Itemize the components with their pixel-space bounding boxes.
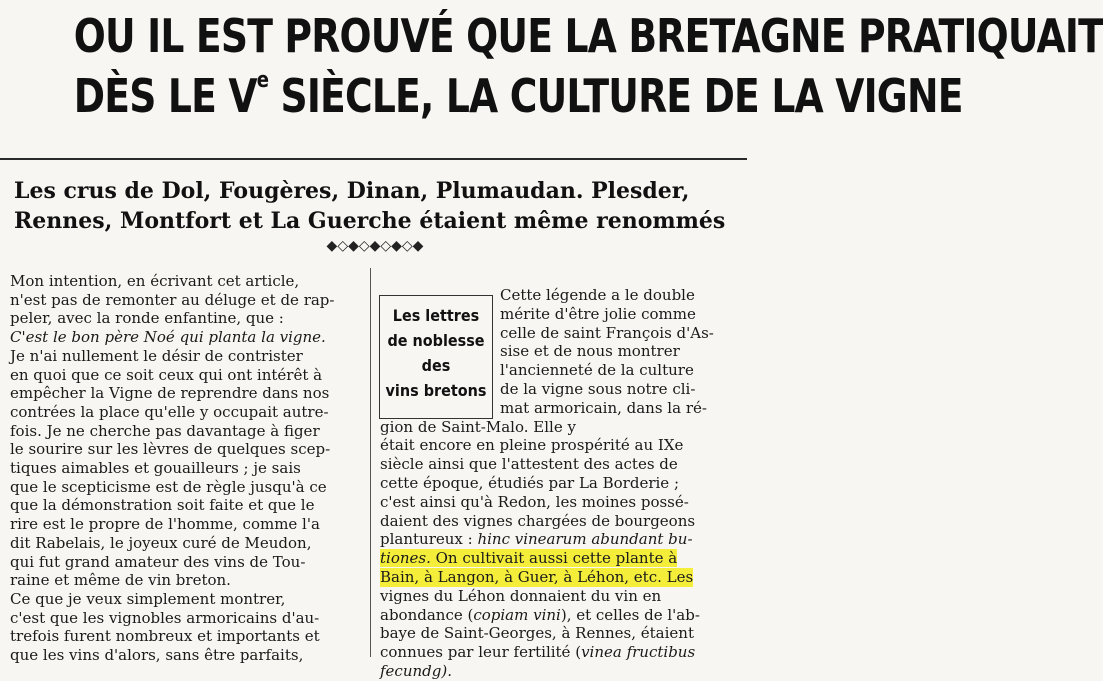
article-line: Ce que je veux simplement montrer, [10,589,286,608]
article-line: empêcher la Vigne de reprendre dans nos [10,384,330,403]
article-line: sise et de nous montrer [500,342,680,361]
boxed-title-line: de noblesse [387,331,485,350]
article-line: C'est le bon père Noé qui planta la vigne. [10,328,326,347]
article-line: peler, avec la ronde enfantine, que : [10,309,284,328]
article-line: Mon intention, en écrivant cet article, [10,272,300,290]
article-line: Je n'ai nullement le désir de contrister [10,346,303,365]
article-line: de la vigne sous notre cli- [500,379,696,398]
headline [73,6,1103,126]
article-line: gion de Saint-Malo. Elle y [380,417,576,436]
article-line: rire est le propre de l'homme, comme l'a [10,515,320,534]
article-line: le sourire sur les lèvres de quelques scep- [10,440,331,459]
divider-rule [0,158,747,160]
article-line: qui fut grand amateur des vins de Tou- [10,552,306,571]
article-line-highlighted: tiones. On cultivait aussi cette plante à [380,549,678,568]
article-line: l'ancienneté de la culture [500,361,694,380]
headline-line-2: DÈS LE Ve SIÈCLE, LA CULTURE DE LA VIGNE [73,68,963,123]
subheadline-line-2: Rennes, Montfort et La Guerche étaient même renommés [14,208,726,234]
article-line: fecundg). [380,661,452,680]
article-line: que la démonstration soit faite et que le [10,496,315,515]
article-line: que le scepticisme est de règle jusqu'à ce [10,477,327,496]
article-line: cette époque, étudiés par La Borderie ; [380,473,679,492]
column-divider [370,268,371,657]
article-line: était encore en pleine prospérité au IXe [380,436,684,455]
article-line: mérite d'être jolie comme [500,304,696,323]
column-left [10,272,366,665]
subheadline-line-1: Les crus de Dol, Fougères, Dinan, Plumaudan. Plesder, [14,178,690,204]
article-line: celle de saint François d'As- [500,323,714,342]
article-line: connues par leur fertilité (vinea fructibus [380,643,696,662]
article-line: dit Rabelais, le joyeux curé de Meudon, [10,533,312,552]
article-line: siècle ainsi que l'attestent des actes de [380,455,678,474]
article-line: en quoi que ce soit ceux qui ont intérêt à [10,365,323,384]
article-line: daient des vignes chargées de bourgeons [380,511,696,530]
column-right [380,286,742,681]
article-line: mat armoricain, dans la ré- [500,398,707,417]
article-line: n'est pas de remonter au déluge et de rap- [10,290,335,309]
subheadline [14,176,739,236]
boxed-title-line: Les lettres [392,306,480,325]
article-line: que les vins d'alors, sans être parfaits, [10,646,304,665]
article-line: vignes du Léhon donnaient du vin en [380,586,662,605]
article-line: baye de Saint-Georges, à Rennes, étaient [380,624,694,643]
article-line: c'est ainsi qu'à Redon, les moines possé- [380,492,689,511]
boxed-title-line: vins bretons [385,381,487,400]
article-line: Cette légende a le double [500,286,695,304]
ornament-divider: ◆◇◆◇◆◇◆◇◆ [326,238,424,254]
headline-line-1: OU IL EST PROUVÉ QUE LA BRETAGNE PRATIQUAIT [73,9,1103,63]
article-line: trefois furent nombreux et importants et [10,627,320,646]
article-line: plantureux : hinc vinearum abundant bu- [380,530,693,549]
article-line: tiques aimables et gouailleurs ; je sais [10,459,301,478]
boxed-title-line: des [421,356,451,375]
article-line-highlighted: Bain, à Langon, à Guer, à Léhon, etc. Les [380,567,694,586]
article-line: abondance (copiam vini), et celles de l'ab- [380,605,700,624]
article-line: raine et même de vin breton. [10,571,231,590]
article-line: contrées la place qu'elle y occupait autre- [10,402,329,421]
article-line: c'est que les vignobles armoricains d'au- [10,608,320,627]
article-line: fois. Je ne cherche pas davantage à figer [10,421,320,440]
